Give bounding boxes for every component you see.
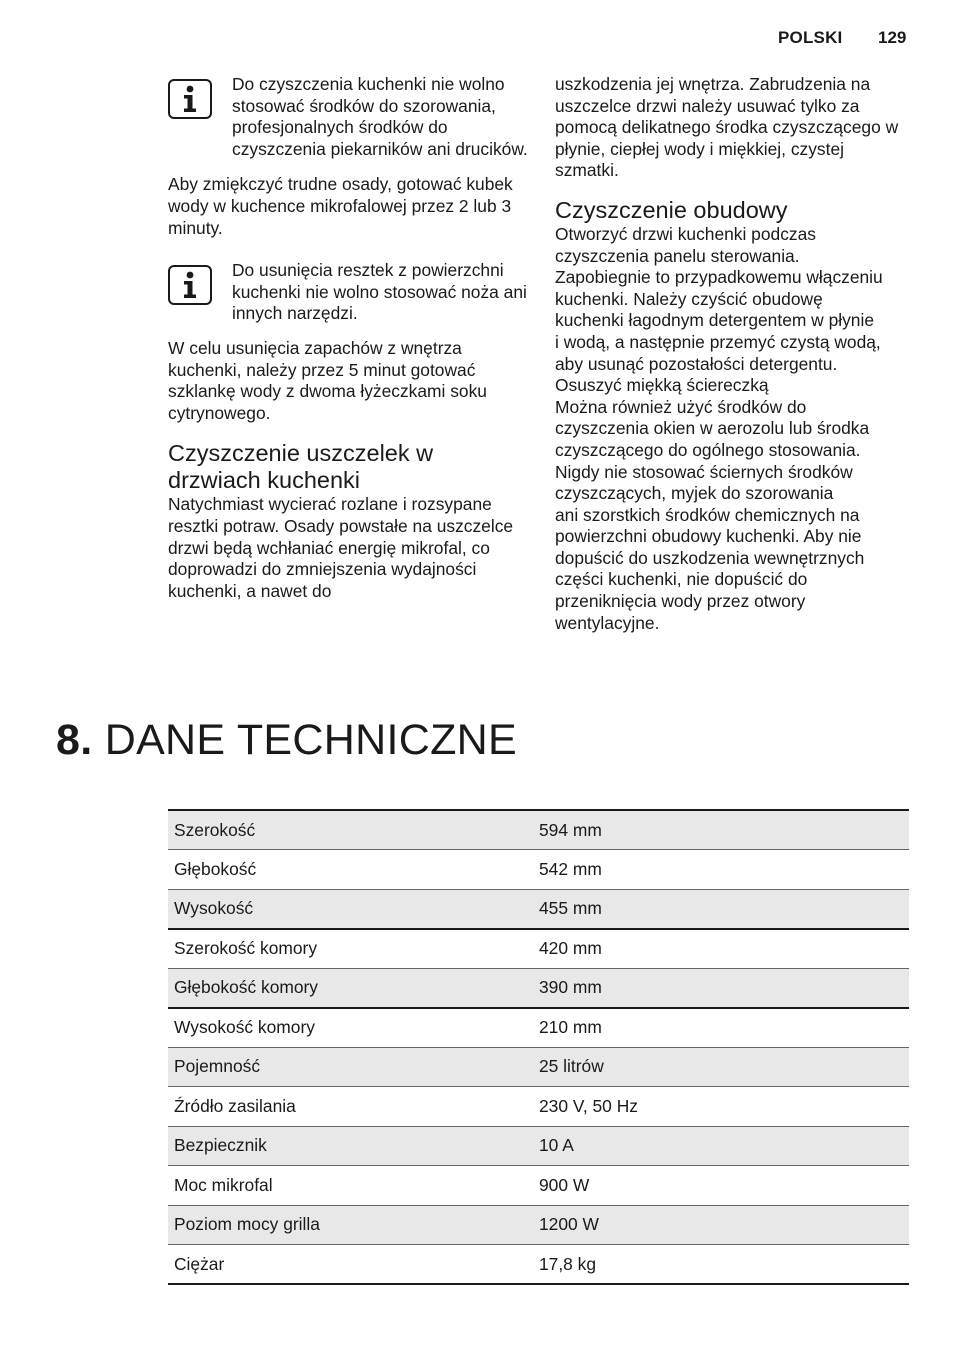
table-row <box>168 968 909 1008</box>
note-text: Do czyszczenia kuchenki nie wolno stosować środków do szorowania, profesjonalnych środków do czyszczenia piekarników ani drucików. <box>232 74 528 159</box>
table-row <box>168 1166 909 1206</box>
text-line: i wodą, a następnie przemyć czystą wodą, <box>555 331 881 352</box>
paragraph: uszkodzenia jej wnętrza. Zabrudzenia na uszczelce drzwi należy usuwać tylko za pomocą delikatnego środka czyszczącego w płynie, ciepłej wody i miękkiej, czystej szmatki. <box>555 74 899 181</box>
spec-label: Szerokość komory <box>168 929 533 969</box>
chapter-title <box>56 713 517 767</box>
spec-label: Głębokość komory <box>168 968 533 1008</box>
spec-label: Głębokość <box>168 850 533 890</box>
text-line: Otworzyć drzwi kuchenki podczas <box>555 223 816 244</box>
text-line: kuchenki łagodnym detergentem w płynie <box>555 310 875 331</box>
table-row <box>168 929 909 969</box>
spec-label: Pojemność <box>168 1047 533 1087</box>
spec-value: 900 W <box>533 1166 909 1206</box>
section-heading: Czyszczenie obudowy <box>555 196 788 223</box>
info-icon <box>168 265 212 305</box>
spec-label: Wysokość komory <box>168 1008 533 1048</box>
text-line: części kuchenki, nie dopuścić do <box>555 569 808 590</box>
spec-value: 17,8 kg <box>533 1245 909 1285</box>
table-row <box>168 1205 909 1245</box>
section-text: Natychmiast wycierać rozlane i rozsypane resztki potraw. Osady powstałe na uszczelce drzwi będą wchłaniać energię mikrofal, co doprowadzi do zmniejszenia wydajności kuchenki, a nawet do <box>168 494 514 601</box>
table-row <box>168 889 909 929</box>
chapter-title-text: DANE TECHNICZNE <box>104 716 517 764</box>
text-line: Zapobiegnie to przypadkowemu włączeniu <box>555 267 883 288</box>
table-row <box>168 1008 909 1048</box>
table-row <box>168 850 909 890</box>
table-row <box>168 810 909 850</box>
right-column <box>555 74 910 634</box>
spec-label: Moc mikrofal <box>168 1166 533 1206</box>
note-text: Do usunięcia resztek z powierzchni kuchenki nie wolno stosować noża ani innych narzędzi. <box>232 260 527 324</box>
spec-value: 542 mm <box>533 850 909 890</box>
text-line: czyszczącego do ogólnego stosowania. <box>555 439 861 460</box>
table-row <box>168 1126 909 1166</box>
header-language: POLSKI <box>778 28 843 47</box>
spec-value: 420 mm <box>533 929 909 969</box>
text-line: Można również użyć środków do <box>555 396 807 417</box>
text-line: Osuszyć miękką ściereczką <box>555 375 769 396</box>
left-column <box>168 74 528 602</box>
text-line: kuchenki. Należy czyścić obudowę <box>555 288 823 309</box>
spec-label: Szerokość <box>168 810 533 850</box>
technical-data-table <box>168 809 909 1285</box>
text-line: wentylacyjne. <box>555 612 660 633</box>
spec-value: 594 mm <box>533 810 909 850</box>
spec-value: 230 V, 50 Hz <box>533 1087 909 1127</box>
spec-label: Bezpiecznik <box>168 1126 533 1166</box>
spec-label: Ciężar <box>168 1245 533 1285</box>
paragraph: W celu usunięcia zapachów z wnętrza kuchenki, należy przez 5 minut gotować szklankę wody z dwoma łyżeczkami soku cytrynowego. <box>168 337 487 423</box>
info-note <box>168 74 528 160</box>
chapter-number: 8. <box>56 716 93 764</box>
text-line: przeniknięcia wody przez otwory <box>555 591 806 612</box>
text-line: czyszczących, myjek do szorowania <box>555 483 834 504</box>
page-number: 129 <box>878 28 907 47</box>
section-heading: Czyszczenie uszczelek w drzwiach kuchenki <box>168 440 434 494</box>
spec-value: 455 mm <box>533 889 909 929</box>
spec-label: Wysokość <box>168 889 533 929</box>
text-line: dopuścić do uszkodzenia wewnętrznych <box>555 547 865 568</box>
section-text <box>555 224 910 634</box>
table-row <box>168 1087 909 1127</box>
text-line: Nigdy nie stosować ściernych środków <box>555 461 853 482</box>
text-line: aby usunąć pozostałości detergentu. <box>555 353 838 374</box>
spec-label: Poziom mocy grilla <box>168 1205 533 1245</box>
text-line: czyszczenia okien w aerozolu lub środka <box>555 418 870 439</box>
spec-value: 390 mm <box>533 968 909 1008</box>
table-row <box>168 1245 909 1285</box>
info-icon <box>168 79 212 119</box>
text-line: czyszczenia panelu sterowania. <box>555 245 800 266</box>
spec-value: 210 mm <box>533 1008 909 1048</box>
spec-label: Źródło zasilania <box>168 1087 533 1127</box>
text-line: ani szorstkich środków chemicznych na <box>555 504 860 525</box>
paragraph: Aby zmiękczyć trudne osady, gotować kubek wody w kuchence mikrofalowej przez 2 lub 3 minuty. <box>168 174 513 238</box>
text-line: powierzchni obudowy kuchenki. Aby nie <box>555 526 862 547</box>
spec-value: 25 litrów <box>533 1047 909 1087</box>
spec-value: 1200 W <box>533 1205 909 1245</box>
spec-value: 10 A <box>533 1126 909 1166</box>
table-row <box>168 1047 909 1087</box>
info-note <box>168 260 528 325</box>
